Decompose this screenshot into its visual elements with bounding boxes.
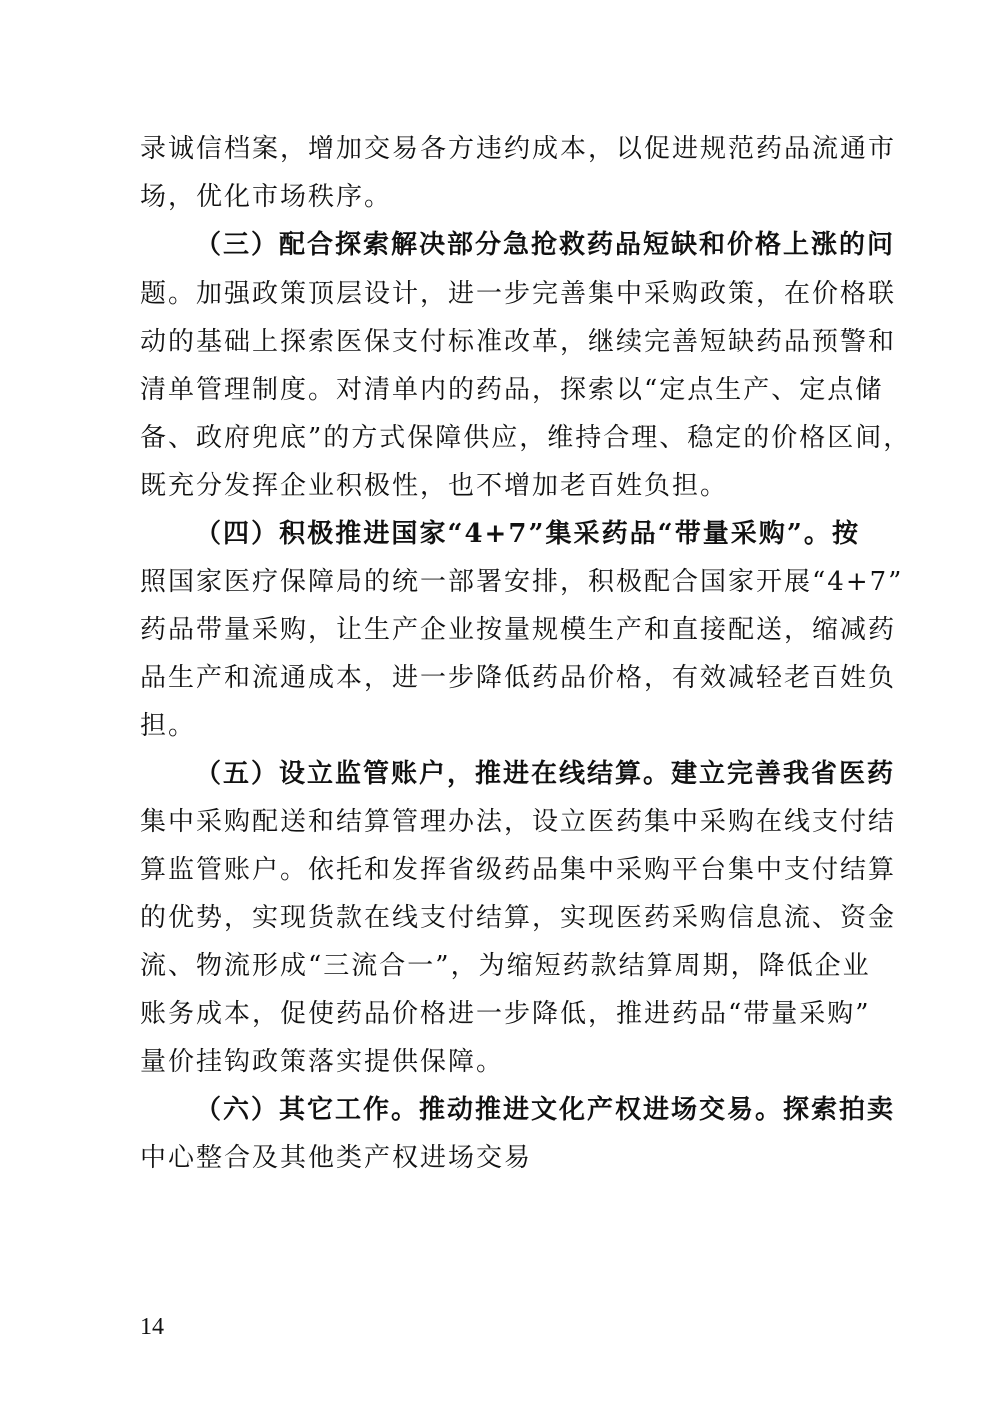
text-line: 场，优化市场秩序。 [140, 182, 393, 212]
text-line: 既充分发挥企业积极性，也不增加老百姓负担。 [140, 471, 729, 501]
text-line: 集中采购配送和结算管理办法，设立医药集中采购在线支付结 [140, 807, 897, 837]
section-heading-3: （三）配合探索解决部分急抢救药品短缺和价格上涨的问 [195, 230, 896, 260]
text-line: 品生产和流通成本，进一步降低药品价格，有效减轻老百姓负 [140, 663, 897, 693]
text-line: 担。 [140, 711, 197, 741]
section-heading-4: （四）积极推进国家“4+7”集采药品“带量采购”。按 [195, 519, 860, 549]
text-line: 备、政府兜底”的方式保障供应，维持合理、稳定的价格区间， [140, 423, 912, 453]
text-line: 流、物流形成“三流合一”，为缩短药款结算周期，降低企业 [140, 951, 871, 981]
text-line: 照国家医疗保障局的统一部署安排，积极配合国家开展“4+7” [140, 567, 904, 597]
section-heading-6: （六）其它工作。推动推进文化产权进场交易。探索拍卖 [195, 1095, 896, 1125]
text-line: 录诚信档案，增加交易各方违约成本，以促进规范药品流通市 [140, 134, 897, 164]
text-line: 的优势，实现货款在线支付结算，实现医药采购信息流、资金 [140, 903, 897, 933]
text-line: 算监管账户。依托和发挥省级药品集中采购平台集中支付结算 [140, 855, 897, 885]
text-line: 题。加强政策顶层设计，进一步完善集中采购政策，在价格联 [140, 279, 897, 309]
section-heading-5: （五）设立监管账户，推进在线结算。建立完善我省医药 [195, 759, 896, 789]
page-number: 14 [140, 1314, 164, 1340]
text-line: 清单管理制度。对清单内的药品，探索以“定点生产、定点储 [140, 375, 884, 405]
text-line: 量价挂钩政策落实提供保障。 [140, 1047, 505, 1077]
text-line: 账务成本，促使药品价格进一步降低，推进药品“带量采购” [140, 999, 871, 1029]
text-line: 药品带量采购，让生产企业按量规模生产和直接配送，缩减药 [140, 615, 897, 645]
text-line: 动的基础上探索医保支付标准改革，继续完善短缺药品预警和 [140, 327, 897, 357]
text-line: 中心整合及其他类产权进场交易 [140, 1143, 533, 1173]
